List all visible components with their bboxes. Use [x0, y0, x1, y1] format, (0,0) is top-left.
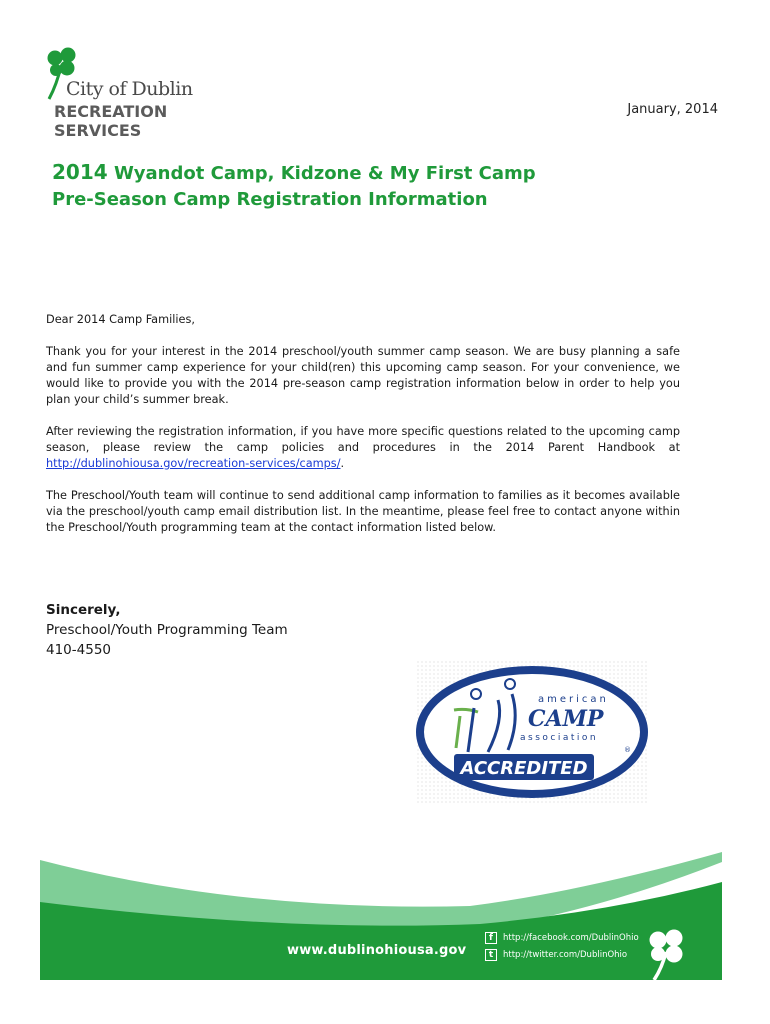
title-camps: Wyandot Camp, Kidzone & My First Camp — [107, 163, 536, 184]
aca-camp: CAMP — [528, 706, 604, 732]
footer-banner — [40, 852, 722, 982]
logo-recreation: RECREATION — [54, 102, 168, 121]
title-line-1 — [52, 159, 536, 187]
signature-block — [46, 600, 288, 660]
signature-team: Preschool/Youth Programming Team — [46, 622, 288, 638]
logo-city-name: City of Dublin — [66, 78, 193, 100]
camps-link[interactable]: http://dublinohiousa.gov/recreation-services/camps/ — [46, 457, 341, 470]
twitter-url: http://twitter.com/DublinOhio — [503, 950, 628, 960]
letter-body — [46, 312, 680, 552]
twitter-link[interactable] — [485, 949, 627, 961]
aca-association: association — [520, 733, 599, 743]
aca-accredited: ACCREDITED — [460, 758, 588, 779]
signature-phone: 410-4550 — [46, 642, 111, 658]
paragraph-handbook-text: After reviewing the registration information, if you have more specific questions related to the upcoming camp season, please review the camp policies and procedures in the 2014 Parent Handbook at — [46, 425, 680, 454]
registered-mark: ® — [624, 746, 631, 754]
logo-department — [54, 102, 167, 140]
closing: Sincerely, — [46, 602, 121, 618]
paragraph-handbook-end: . — [340, 457, 345, 470]
facebook-link[interactable] — [485, 932, 639, 944]
paragraph-handbook — [46, 424, 680, 472]
footer-website[interactable]: www.dublinohiousa.gov — [287, 943, 467, 958]
title-line-2: Pre-Season Camp Registration Information — [52, 189, 488, 210]
twitter-icon: t — [485, 949, 497, 961]
title-year: 2014 — [52, 160, 108, 184]
aca-american: american — [538, 694, 609, 705]
footer-swoosh — [40, 852, 722, 982]
page-title — [52, 159, 536, 213]
aca-accredited-badge — [416, 660, 648, 804]
paragraph-intro: Thank you for your interest in the 2014 preschool/youth summer camp season. We are busy planning a safe and fun summer camp experience for your child(ren) this upcoming camp season. For your convenience, we would like to provide you with the 2014 pre-season camp registration information below in order to help you plan your child’s summer break. — [46, 345, 680, 406]
letter-date: January, 2014 — [627, 102, 718, 117]
paragraph-team: The Preschool/Youth team will continue to send additional camp information to families as it becomes available via the preschool/youth camp email distribution list. In the meantime, please feel free to contact anyone within the Preschool/Youth programming team at the contact information listed below. — [46, 489, 680, 534]
city-logo — [44, 44, 204, 144]
facebook-icon: f — [485, 932, 497, 944]
greeting: Dear 2014 Camp Families, — [46, 313, 195, 326]
logo-services: SERVICES — [54, 121, 142, 140]
footer-shamrock-icon — [644, 924, 690, 980]
facebook-url: http://facebook.com/DublinOhio — [503, 933, 639, 943]
